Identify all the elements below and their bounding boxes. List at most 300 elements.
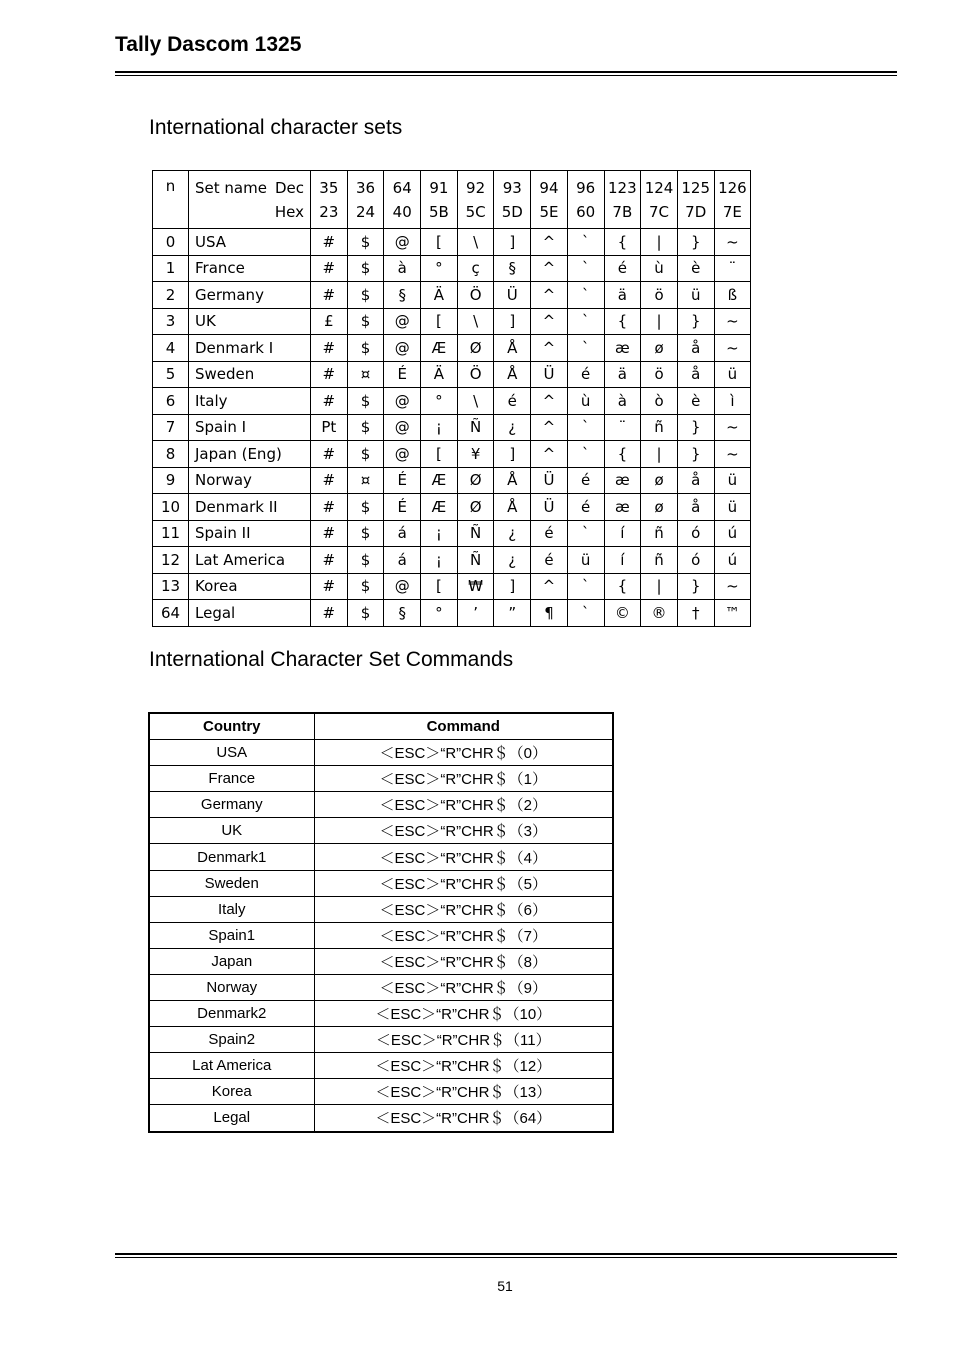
character-cell: ø <box>641 494 678 521</box>
header-hex-value: 7C <box>649 202 670 221</box>
country-cell: France <box>149 766 314 792</box>
character-cell: @ <box>384 414 421 441</box>
character-cell: } <box>677 308 714 335</box>
character-cell: ü <box>714 361 751 388</box>
header-code-column <box>567 171 604 229</box>
character-cell: á <box>384 520 421 547</box>
command-row <box>149 1027 613 1053</box>
set-number: 64 <box>153 600 189 627</box>
header-code-column <box>714 171 751 229</box>
character-cell: # <box>311 335 348 362</box>
character-set-row <box>153 361 751 388</box>
command-cell: ＜ESC＞“R”CHR＄（5） <box>314 870 613 896</box>
character-cell: ~ <box>714 441 751 468</box>
character-cell: ¡ <box>421 547 458 574</box>
character-cell: ^ <box>531 308 568 335</box>
command-cell: ＜ESC＞“R”CHR＄（11） <box>314 1027 613 1053</box>
character-cell: { <box>604 229 641 256</box>
header-dec-value: 93 <box>502 178 522 197</box>
character-cell: é <box>531 520 568 547</box>
country-cell: Legal <box>149 1105 314 1132</box>
header-rule-thin <box>115 75 897 76</box>
character-cell: ` <box>567 520 604 547</box>
header-code-column <box>531 171 568 229</box>
character-set-row <box>153 388 751 415</box>
country-cell: Denmark1 <box>149 844 314 870</box>
document-header-title: Tally Dascom 1325 <box>115 33 302 56</box>
character-cell: $ <box>347 308 384 335</box>
character-cell: ó <box>677 547 714 574</box>
header-command: Command <box>314 713 613 740</box>
command-cell: ＜ESC＞“R”CHR＄（13） <box>314 1079 613 1105</box>
character-set-row <box>153 229 751 256</box>
character-cell: á <box>384 547 421 574</box>
set-name: Denmark II <box>189 494 311 521</box>
command-row <box>149 870 613 896</box>
set-number: 13 <box>153 573 189 600</box>
character-cell: æ <box>604 494 641 521</box>
set-number: 4 <box>153 335 189 362</box>
header-dec-value: 94 <box>539 178 559 197</box>
character-cell: ] <box>494 229 531 256</box>
header-code-column <box>494 171 531 229</box>
character-cell: ø <box>641 467 678 494</box>
character-cell: Å <box>494 361 531 388</box>
character-cell: } <box>677 441 714 468</box>
character-cell: # <box>311 282 348 309</box>
set-number: 5 <box>153 361 189 388</box>
character-cell: ] <box>494 308 531 335</box>
page-number: 51 <box>497 1278 513 1294</box>
character-cell: å <box>677 361 714 388</box>
character-cell: É <box>384 494 421 521</box>
character-cell: ° <box>421 600 458 627</box>
set-name: USA <box>189 229 311 256</box>
header-dec-value: 92 <box>466 178 486 197</box>
character-cell: Æ <box>421 335 458 362</box>
character-cell: í <box>604 547 641 574</box>
header-code-column <box>421 171 458 229</box>
character-cell: | <box>641 441 678 468</box>
character-cell: ~ <box>714 229 751 256</box>
character-cell: $ <box>347 414 384 441</box>
character-cell: ° <box>421 255 458 282</box>
character-cell: ~ <box>714 308 751 335</box>
character-cell: [ <box>421 308 458 335</box>
country-cell: Spain2 <box>149 1027 314 1053</box>
header-hex-value: 5E <box>539 202 559 221</box>
section-title-character-sets: International character sets <box>149 116 403 139</box>
set-name: Germany <box>189 282 311 309</box>
character-cell: ù <box>641 255 678 282</box>
character-cell: ^ <box>531 414 568 441</box>
character-set-row <box>153 414 751 441</box>
character-cell: $ <box>347 441 384 468</box>
character-cell: é <box>604 255 641 282</box>
character-cell: ì <box>714 388 751 415</box>
character-cell: ú <box>714 547 751 574</box>
set-name: France <box>189 255 311 282</box>
character-cell: Ä <box>421 361 458 388</box>
set-name: Italy <box>189 388 311 415</box>
character-cell: ¿ <box>494 520 531 547</box>
character-cell: # <box>311 361 348 388</box>
set-name: Korea <box>189 573 311 600</box>
command-row <box>149 1079 613 1105</box>
set-name: Denmark I <box>189 335 311 362</box>
character-cell: ü <box>714 494 751 521</box>
character-cell: Ü <box>531 467 568 494</box>
character-cell: ò <box>641 388 678 415</box>
command-row <box>149 922 613 948</box>
header-hex-value: 5B <box>428 202 449 221</box>
character-cell: ù <box>567 388 604 415</box>
set-number: 10 <box>153 494 189 521</box>
character-cell: $ <box>347 282 384 309</box>
character-cell: ¡ <box>421 414 458 441</box>
character-cell: { <box>604 573 641 600</box>
character-cell: } <box>677 573 714 600</box>
character-cell: # <box>311 467 348 494</box>
header-rule <box>115 71 897 73</box>
character-cell: Ñ <box>457 520 494 547</box>
character-cell: ~ <box>714 573 751 600</box>
character-cell: ~ <box>714 335 751 362</box>
character-cell: # <box>311 255 348 282</box>
character-cell: é <box>567 467 604 494</box>
character-cell: í <box>604 520 641 547</box>
character-cell: Ü <box>531 494 568 521</box>
character-cell: # <box>311 441 348 468</box>
character-cell: ¡ <box>421 520 458 547</box>
character-cell: ` <box>567 282 604 309</box>
header-code-column <box>677 171 714 229</box>
character-cell: } <box>677 229 714 256</box>
character-cell: æ <box>604 335 641 362</box>
character-cell: è <box>677 388 714 415</box>
character-cell: ^ <box>531 388 568 415</box>
set-name: Spain I <box>189 414 311 441</box>
country-cell: Norway <box>149 974 314 1000</box>
character-cell: ] <box>494 573 531 600</box>
character-cell: ñ <box>641 414 678 441</box>
character-cell: Å <box>494 467 531 494</box>
country-cell: Lat America <box>149 1053 314 1079</box>
character-cell: # <box>311 600 348 627</box>
character-cell: ` <box>567 573 604 600</box>
set-name: Sweden <box>189 361 311 388</box>
character-cell: $ <box>347 255 384 282</box>
command-row <box>149 792 613 818</box>
character-cell: @ <box>384 335 421 362</box>
set-number: 3 <box>153 308 189 335</box>
section-title-commands: International Character Set Commands <box>149 648 514 671</box>
character-cell: æ <box>604 467 641 494</box>
command-row <box>149 948 613 974</box>
character-cell: è <box>677 255 714 282</box>
set-name: Legal <box>189 600 311 627</box>
header-code-column <box>384 171 421 229</box>
character-set-row <box>153 308 751 335</box>
command-table <box>148 712 614 1133</box>
character-cell: | <box>641 229 678 256</box>
header-dec-value: 125 <box>681 178 711 197</box>
set-name: Lat America <box>189 547 311 574</box>
character-cell: $ <box>347 335 384 362</box>
country-cell: Korea <box>149 1079 314 1105</box>
character-cell: ` <box>567 308 604 335</box>
character-cell: ü <box>714 467 751 494</box>
header-dec-value: 64 <box>392 178 412 197</box>
character-cell: ¤ <box>347 467 384 494</box>
character-cell: Ö <box>457 282 494 309</box>
character-cell: ^ <box>531 255 568 282</box>
header-hex-value: 7B <box>612 202 633 221</box>
character-cell: ™ <box>714 600 751 627</box>
character-cell: $ <box>347 520 384 547</box>
character-cell: $ <box>347 547 384 574</box>
header-dec-value: 96 <box>576 178 596 197</box>
header-dec-value: 123 <box>608 178 637 197</box>
header-set-name-label: Set name <box>195 178 267 197</box>
character-cell: { <box>604 441 641 468</box>
character-cell: ® <box>641 600 678 627</box>
character-cell: ` <box>567 600 604 627</box>
character-cell: Ñ <box>457 547 494 574</box>
character-set-row <box>153 600 751 627</box>
command-cell: ＜ESC＞“R”CHR＄（2） <box>314 792 613 818</box>
character-cell: ` <box>567 335 604 362</box>
character-cell: ^ <box>531 335 568 362</box>
character-cell: ¨ <box>604 414 641 441</box>
command-cell: ＜ESC＞“R”CHR＄（64） <box>314 1105 613 1132</box>
header-hex-value: 60 <box>576 202 596 221</box>
character-cell: § <box>384 282 421 309</box>
command-header-row <box>149 713 613 740</box>
command-row <box>149 818 613 844</box>
character-cell: $ <box>347 229 384 256</box>
header-hex-value: 7E <box>722 202 742 221</box>
command-cell: ＜ESC＞“R”CHR＄（12） <box>314 1053 613 1079</box>
character-cell: ¿ <box>494 414 531 441</box>
set-number: 8 <box>153 441 189 468</box>
character-cell: å <box>677 467 714 494</box>
character-set-row <box>153 573 751 600</box>
set-name: UK <box>189 308 311 335</box>
header-code-column <box>347 171 384 229</box>
header-code-column <box>457 171 494 229</box>
character-cell: | <box>641 573 678 600</box>
header-dec-value: 91 <box>429 178 449 197</box>
command-row <box>149 766 613 792</box>
character-cell: Æ <box>421 467 458 494</box>
header-code-column <box>641 171 678 229</box>
character-cell: Ø <box>457 494 494 521</box>
header-n: n <box>153 171 189 229</box>
character-cell: ó <box>677 520 714 547</box>
header-dec-value: 124 <box>644 178 674 197</box>
character-cell: à <box>604 388 641 415</box>
character-cell: Ä <box>421 282 458 309</box>
character-cell: @ <box>384 308 421 335</box>
header-code-column <box>311 171 348 229</box>
character-cell: § <box>494 255 531 282</box>
command-cell: ＜ESC＞“R”CHR＄（6） <box>314 896 613 922</box>
character-cell: @ <box>384 441 421 468</box>
character-cell: ¶ <box>531 600 568 627</box>
character-cell: ú <box>714 520 751 547</box>
character-set-row <box>153 467 751 494</box>
character-cell: $ <box>347 600 384 627</box>
character-cell: Å <box>494 335 531 362</box>
set-name: Japan (Eng) <box>189 441 311 468</box>
footer-rule-thin <box>115 1257 897 1258</box>
country-cell: Germany <box>149 792 314 818</box>
command-cell: ＜ESC＞“R”CHR＄（9） <box>314 974 613 1000</box>
set-number: 11 <box>153 520 189 547</box>
character-cell: £ <box>311 308 348 335</box>
command-cell: ＜ESC＞“R”CHR＄（1） <box>314 766 613 792</box>
character-cell: # <box>311 388 348 415</box>
set-number: 12 <box>153 547 189 574</box>
header-hex-value: 23 <box>319 202 339 221</box>
character-cell: ^ <box>531 282 568 309</box>
set-name: Spain II <box>189 520 311 547</box>
country-cell: Japan <box>149 948 314 974</box>
header-dec-value: 126 <box>718 178 747 197</box>
character-cell: ü <box>677 282 714 309</box>
character-cell: [ <box>421 229 458 256</box>
character-cell: É <box>384 467 421 494</box>
character-cell: ` <box>567 414 604 441</box>
character-cell: # <box>311 520 348 547</box>
character-cell: ` <box>567 441 604 468</box>
character-cell: [ <box>421 441 458 468</box>
command-cell: ＜ESC＞“R”CHR＄（4） <box>314 844 613 870</box>
character-cell: ] <box>494 441 531 468</box>
set-number: 7 <box>153 414 189 441</box>
character-cell: Ü <box>494 282 531 309</box>
header-dec-value: 36 <box>355 178 376 197</box>
command-cell: ＜ESC＞“R”CHR＄（7） <box>314 922 613 948</box>
character-cell: ¨ <box>714 255 751 282</box>
character-cell: ß <box>714 282 751 309</box>
command-cell: ＜ESC＞“R”CHR＄（8） <box>314 948 613 974</box>
command-row <box>149 740 613 766</box>
character-cell: é <box>494 388 531 415</box>
character-set-row <box>153 335 751 362</box>
character-set-row <box>153 547 751 574</box>
header-dec-value: 35 <box>319 178 339 197</box>
country-cell: Italy <box>149 896 314 922</box>
character-cell: å <box>677 494 714 521</box>
command-cell: ＜ESC＞“R”CHR＄（3） <box>314 818 613 844</box>
set-number: 1 <box>153 255 189 282</box>
character-cell: [ <box>421 573 458 600</box>
character-cell: ₩ <box>457 573 494 600</box>
character-cell: Æ <box>421 494 458 521</box>
character-cell: \ <box>457 388 494 415</box>
character-set-header-row <box>153 171 751 229</box>
character-cell: { <box>604 308 641 335</box>
character-cell: Ü <box>531 361 568 388</box>
character-cell: ö <box>641 282 678 309</box>
command-row <box>149 1053 613 1079</box>
command-cell: ＜ESC＞“R”CHR＄（10） <box>314 1001 613 1027</box>
character-cell: ç <box>457 255 494 282</box>
header-hex-label: Hex <box>274 202 304 221</box>
character-cell: ’ <box>457 600 494 627</box>
character-cell: \ <box>457 308 494 335</box>
character-cell: | <box>641 308 678 335</box>
header-dec-label: Dec <box>274 178 304 197</box>
character-cell: ø <box>641 335 678 362</box>
character-cell: é <box>567 361 604 388</box>
character-cell: ñ <box>641 547 678 574</box>
character-cell: Ñ <box>457 414 494 441</box>
character-cell: ` <box>567 229 604 256</box>
character-cell: à <box>384 255 421 282</box>
character-cell: $ <box>347 573 384 600</box>
character-cell: # <box>311 494 348 521</box>
character-set-row <box>153 255 751 282</box>
character-cell: $ <box>347 494 384 521</box>
character-cell: ^ <box>531 441 568 468</box>
character-cell: ~ <box>714 414 751 441</box>
character-cell: Å <box>494 494 531 521</box>
character-cell: ö <box>641 361 678 388</box>
header-hex-value: 7D <box>685 202 707 221</box>
character-cell: # <box>311 229 348 256</box>
character-cell: ^ <box>531 573 568 600</box>
command-row <box>149 1105 613 1132</box>
character-cell: ” <box>494 600 531 627</box>
character-cell: ^ <box>531 229 568 256</box>
header-hex-value: 40 <box>392 202 412 221</box>
country-cell: Sweden <box>149 870 314 896</box>
character-cell: $ <box>347 388 384 415</box>
character-cell: @ <box>384 573 421 600</box>
command-row <box>149 844 613 870</box>
set-number: 9 <box>153 467 189 494</box>
character-cell: ¿ <box>494 547 531 574</box>
footer-rule <box>115 1253 897 1255</box>
character-cell: # <box>311 547 348 574</box>
character-cell: # <box>311 573 348 600</box>
character-cell: é <box>567 494 604 521</box>
set-name: Norway <box>189 467 311 494</box>
country-cell: UK <box>149 818 314 844</box>
country-cell: Denmark2 <box>149 1001 314 1027</box>
header-code-column <box>604 171 641 229</box>
character-cell: é <box>531 547 568 574</box>
command-row <box>149 974 613 1000</box>
character-cell: ä <box>604 282 641 309</box>
character-set-table <box>152 170 751 627</box>
character-cell: ° <box>421 388 458 415</box>
set-number: 2 <box>153 282 189 309</box>
character-cell: ` <box>567 255 604 282</box>
command-cell: ＜ESC＞“R”CHR＄（0） <box>314 740 613 766</box>
character-cell: § <box>384 600 421 627</box>
character-cell: ä <box>604 361 641 388</box>
header-country: Country <box>149 713 314 740</box>
character-cell: @ <box>384 388 421 415</box>
command-row <box>149 1001 613 1027</box>
set-number: 0 <box>153 229 189 256</box>
character-cell: ¤ <box>347 361 384 388</box>
header-hex-value: 5C <box>465 202 486 221</box>
